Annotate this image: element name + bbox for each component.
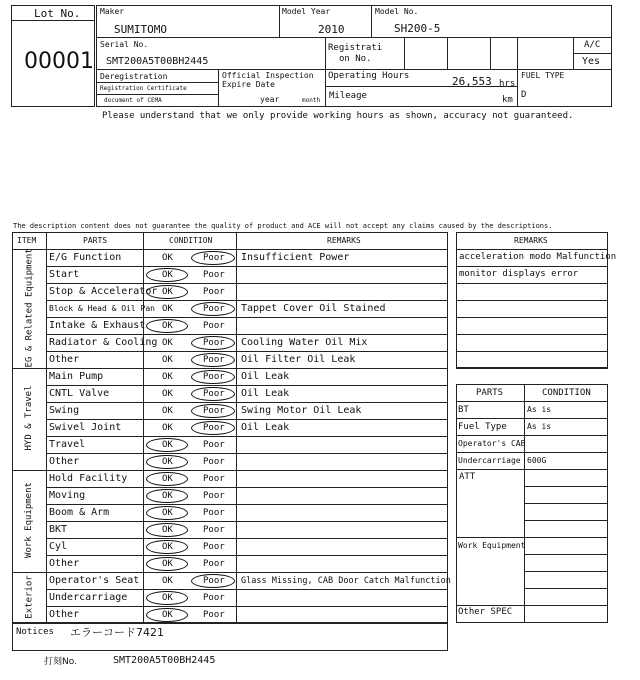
operating-hours-label: Operating Hours bbox=[328, 71, 410, 81]
condition-poor-option[interactable]: Poor bbox=[203, 457, 225, 467]
operating-hours-value: 26,553 bbox=[452, 75, 492, 88]
condition-ok-option[interactable]: OK bbox=[162, 321, 173, 331]
condition-poor-option[interactable]: Poor bbox=[203, 372, 225, 382]
notices-value: エラーコード7421 bbox=[70, 626, 164, 639]
selected-ok-oval bbox=[146, 438, 188, 452]
notices-label: Notices bbox=[16, 627, 54, 637]
condition-poor-option[interactable]: Poor bbox=[203, 559, 225, 569]
att-label: ATT bbox=[459, 472, 476, 482]
condition-poor-option[interactable]: Poor bbox=[203, 576, 225, 586]
document-cema-label: document of CEMA bbox=[104, 97, 162, 104]
group-label: Work Equipment bbox=[24, 482, 34, 558]
condition-poor-option[interactable]: Poor bbox=[203, 321, 225, 331]
registration-certificate-label: Registration Certificate bbox=[100, 85, 187, 92]
condition-ok-option[interactable]: OK bbox=[162, 287, 173, 297]
part-name: CNTL Valve bbox=[49, 388, 110, 399]
selected-ok-oval bbox=[146, 455, 188, 469]
lot-no-label: Lot No. bbox=[34, 7, 81, 20]
selected-poor-oval bbox=[191, 353, 235, 367]
part-name: Other bbox=[49, 456, 80, 467]
part-name: Other bbox=[49, 558, 80, 569]
mileage-label: Mileage bbox=[329, 91, 367, 101]
selected-poor-oval bbox=[191, 251, 235, 265]
part-name: Operator's Seat bbox=[49, 575, 140, 586]
ac-value: Yes bbox=[582, 56, 601, 67]
condition-ok-option[interactable]: OK bbox=[162, 508, 173, 518]
col-remarks-header: REMARKS bbox=[327, 236, 361, 245]
right-remarks-header: REMARKS bbox=[514, 236, 548, 245]
right-part-name: Undercarriage bbox=[458, 456, 521, 465]
part-name: Boom & Arm bbox=[49, 507, 110, 518]
condition-poor-option[interactable]: Poor bbox=[203, 610, 225, 620]
right-remark-line: monitor displays error bbox=[459, 269, 579, 279]
part-name: BKT bbox=[49, 524, 68, 535]
part-name: Main Pump bbox=[49, 371, 104, 382]
part-name: Start bbox=[49, 269, 80, 280]
condition-poor-option[interactable]: Poor bbox=[203, 270, 225, 280]
selected-ok-oval bbox=[146, 472, 188, 486]
group-label: Exterior bbox=[24, 574, 34, 619]
condition-ok-option[interactable]: OK bbox=[162, 304, 173, 314]
selected-ok-oval bbox=[146, 540, 188, 554]
condition-ok-option[interactable]: OK bbox=[162, 440, 173, 450]
part-name: Block & Head & Oil Pan bbox=[49, 304, 155, 313]
registration-no-label-1: Registrati bbox=[328, 43, 383, 53]
condition-ok-option[interactable]: OK bbox=[162, 491, 173, 501]
condition-ok-option[interactable]: OK bbox=[162, 593, 173, 603]
maker-label: Maker bbox=[100, 7, 125, 16]
lot-no-value: 00001 bbox=[24, 49, 94, 74]
condition-ok-option[interactable]: OK bbox=[162, 610, 173, 620]
condition-poor-option[interactable]: Poor bbox=[203, 474, 225, 484]
right-part-condition: As is bbox=[527, 422, 552, 431]
selected-poor-oval bbox=[191, 404, 235, 418]
remark-text: Glass Missing, CAB Door Catch Malfunction bbox=[241, 576, 451, 586]
condition-ok-option[interactable]: OK bbox=[162, 338, 173, 348]
condition-ok-option[interactable]: OK bbox=[162, 389, 173, 399]
condition-ok-option[interactable]: OK bbox=[162, 457, 173, 467]
selected-ok-oval bbox=[146, 489, 188, 503]
right-remark-line: acceleration modo Malfunction bbox=[459, 252, 617, 262]
remark-text: Tappet Cover Oil Stained bbox=[241, 303, 386, 314]
part-name: Swing bbox=[49, 405, 80, 416]
group-label: EG & Related Equipment bbox=[24, 247, 34, 367]
condition-ok-option[interactable]: OK bbox=[162, 525, 173, 535]
condition-ok-option[interactable]: OK bbox=[162, 559, 173, 569]
other-spec-label: Other SPEC bbox=[458, 607, 513, 617]
maker-value: SUMITOMO bbox=[114, 23, 167, 36]
serial-no-value: SMT200A5T00BH2445 bbox=[106, 56, 209, 67]
condition-ok-option[interactable]: OK bbox=[162, 576, 173, 586]
right-part-condition: 600G bbox=[527, 456, 547, 465]
condition-poor-option[interactable]: Poor bbox=[203, 440, 225, 450]
condition-ok-option[interactable]: OK bbox=[162, 542, 173, 552]
month-label: month bbox=[302, 97, 321, 104]
selected-ok-oval bbox=[146, 506, 188, 520]
condition-poor-option[interactable]: Poor bbox=[203, 253, 225, 263]
condition-poor-option[interactable]: Poor bbox=[203, 491, 225, 501]
remark-text: Insufficient Power bbox=[241, 252, 350, 263]
part-name: Cyl bbox=[49, 541, 68, 552]
part-name: Intake & Exhaust bbox=[49, 320, 146, 331]
remark-text: Oil Leak bbox=[241, 371, 290, 382]
stamp-label: 打刻No. bbox=[44, 657, 77, 667]
condition-ok-option[interactable]: OK bbox=[162, 474, 173, 484]
deregistration-label: Deregistration bbox=[100, 72, 168, 81]
selected-poor-oval bbox=[191, 336, 235, 350]
selected-poor-oval bbox=[191, 574, 235, 588]
inspection-label-1: Official Inspection bbox=[222, 71, 314, 80]
remark-text: Swing Motor Oil Leak bbox=[241, 405, 362, 416]
col-parts-header: PARTS bbox=[83, 236, 108, 245]
stamp-value: SMT200A5T00BH2445 bbox=[113, 655, 216, 666]
condition-ok-option[interactable]: OK bbox=[162, 406, 173, 416]
remark-text: Oil Leak bbox=[241, 422, 290, 433]
condition-poor-option[interactable]: Poor bbox=[203, 389, 225, 399]
condition-ok-option[interactable]: OK bbox=[162, 253, 173, 263]
right-part-name: Fuel Type bbox=[458, 422, 507, 432]
selected-poor-oval bbox=[191, 302, 235, 316]
condition-ok-option[interactable]: OK bbox=[162, 372, 173, 382]
selected-ok-oval bbox=[146, 608, 188, 622]
year-label: year bbox=[260, 95, 280, 104]
selected-ok-oval bbox=[146, 268, 188, 282]
selected-poor-oval bbox=[191, 387, 235, 401]
selected-poor-oval bbox=[191, 370, 235, 384]
registration-no-label-2: on No. bbox=[339, 54, 372, 64]
part-name: Other bbox=[49, 609, 80, 620]
serial-no-label: Serial No. bbox=[100, 40, 149, 49]
condition-poor-option[interactable]: Poor bbox=[203, 593, 225, 603]
remark-text: Oil Leak bbox=[241, 388, 290, 399]
condition-poor-option[interactable]: Poor bbox=[203, 355, 225, 365]
working-hours-notice: Please understand that we only provide working hours as shown, accuracy not guaranteed. bbox=[102, 111, 574, 121]
disclaimer-text: The description content does not guarantee the quality of product and ACE will not accept any claims caused by the descriptions. bbox=[13, 222, 553, 230]
selected-ok-oval bbox=[146, 285, 188, 299]
col-item-header: ITEM bbox=[17, 236, 37, 245]
selected-ok-oval bbox=[146, 557, 188, 571]
condition-poor-option[interactable]: Poor bbox=[203, 406, 225, 416]
group-label: HYD & Travel bbox=[24, 385, 34, 451]
selected-poor-oval bbox=[191, 421, 235, 435]
fuel-type-value: D bbox=[521, 90, 527, 100]
work-equipment-label: Work Equipment bbox=[458, 541, 526, 550]
condition-poor-option[interactable]: Poor bbox=[203, 508, 225, 518]
col-condition-header: CONDITION bbox=[169, 236, 213, 245]
part-name: Stop & Accelerator bbox=[49, 286, 158, 297]
remark-text: Oil Filter Oil Leak bbox=[241, 354, 356, 365]
model-year-label: Model Year bbox=[282, 7, 331, 16]
condition-ok-option[interactable]: OK bbox=[162, 355, 173, 365]
condition-poor-option[interactable]: Poor bbox=[203, 423, 225, 433]
model-no-value: SH200-5 bbox=[394, 22, 441, 35]
condition-poor-option[interactable]: Poor bbox=[203, 338, 225, 348]
model-year-value: 2010 bbox=[318, 23, 345, 36]
part-name: Travel bbox=[49, 439, 86, 450]
remark-text: Cooling Water Oil Mix bbox=[241, 337, 368, 348]
right-parts-col-parts: PARTS bbox=[476, 388, 504, 398]
km-unit: km bbox=[502, 95, 513, 105]
right-part-condition: As is bbox=[527, 405, 552, 414]
selected-ok-oval bbox=[146, 523, 188, 537]
selected-ok-oval bbox=[146, 591, 188, 605]
condition-poor-option[interactable]: Poor bbox=[203, 287, 225, 297]
right-parts-col-condition: CONDITION bbox=[542, 388, 591, 398]
condition-ok-option[interactable]: OK bbox=[162, 423, 173, 433]
part-name: Undercarriage bbox=[49, 592, 128, 603]
condition-poor-option[interactable]: Poor bbox=[203, 304, 225, 314]
right-part-name: Operator's CAB bbox=[458, 439, 526, 448]
part-name: Moving bbox=[49, 490, 86, 501]
selected-ok-oval bbox=[146, 319, 188, 333]
ac-label: A/C bbox=[584, 40, 601, 50]
fuel-type-label: FUEL TYPE bbox=[521, 71, 565, 80]
condition-poor-option[interactable]: Poor bbox=[203, 525, 225, 535]
model-no-label: Model No. bbox=[375, 7, 419, 16]
part-name: Hold Facility bbox=[49, 473, 128, 484]
condition-poor-option[interactable]: Poor bbox=[203, 542, 225, 552]
right-part-name: BT bbox=[458, 405, 469, 415]
condition-ok-option[interactable]: OK bbox=[162, 270, 173, 280]
inspection-label-2: Expire Date bbox=[222, 80, 275, 89]
part-name: Other bbox=[49, 354, 80, 365]
part-name: Radiator & Cooling bbox=[49, 337, 158, 348]
hrs-unit: hrs bbox=[499, 79, 516, 89]
part-name: Swivel Joint bbox=[49, 422, 122, 433]
part-name: E/G Function bbox=[49, 252, 122, 263]
